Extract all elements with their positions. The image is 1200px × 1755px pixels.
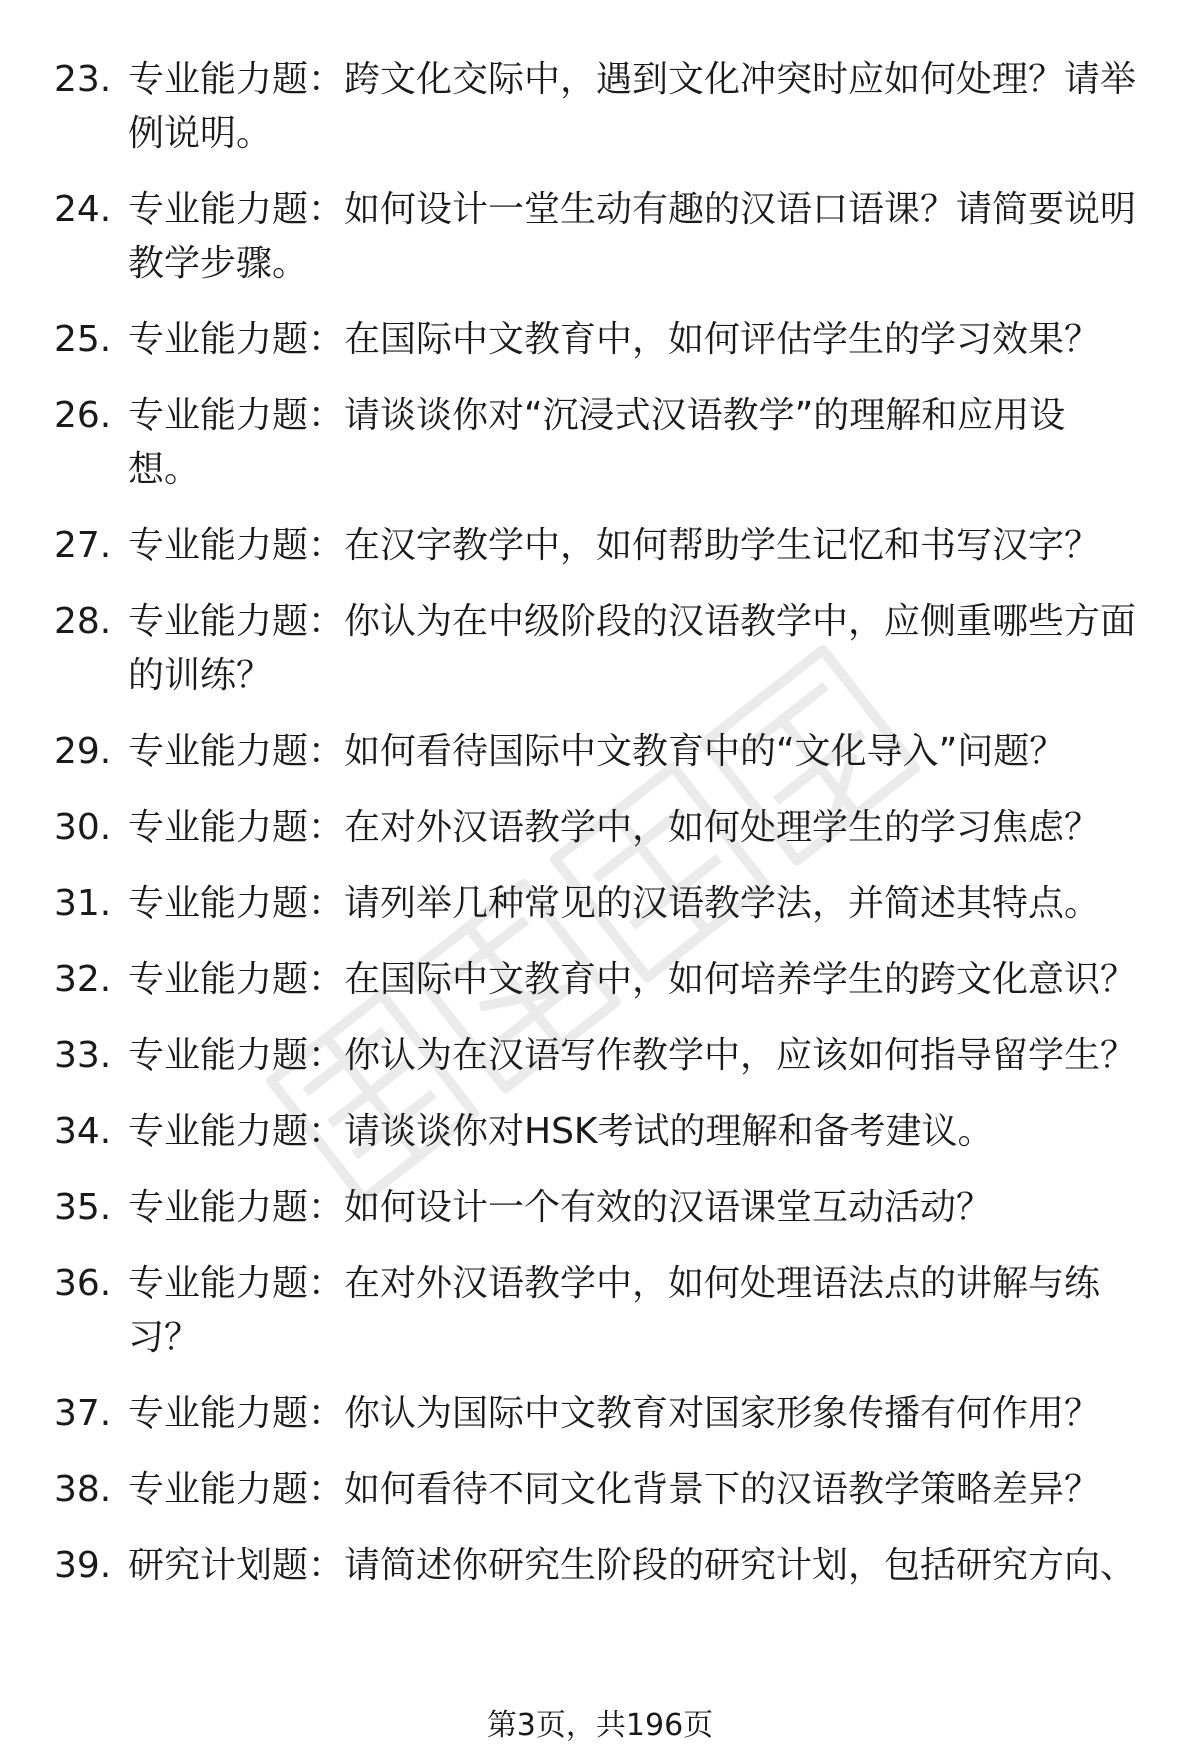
question-text (128, 313, 1148, 367)
question-number: 30. (54, 807, 112, 848)
question-number: 28. (54, 601, 112, 642)
question-text (128, 1029, 1148, 1083)
question-number: 29. (54, 731, 112, 772)
question-number: 39. (54, 1545, 112, 1586)
question-number: 24. (54, 189, 112, 230)
question-number: 35. (54, 1187, 112, 1228)
question-text-line: 专业能力题：你认为在汉语写作教学中，应该如何指导留学生？ (128, 1035, 1137, 1076)
question-number: 33. (54, 1035, 112, 1076)
question-text-line: 专业能力题：你认为在中级阶段的汉语教学中，应侧重哪些方面 (128, 601, 1137, 642)
question-text-line: 专业能力题：你认为国际中文教育对国家形象传播有何作用？ (128, 1393, 1101, 1434)
question-text-line: 专业能力题：请列举几种常见的汉语教学法，并简述其特点。 (128, 883, 1101, 924)
question-text-line: 教学步骤。 (128, 243, 309, 284)
question-text (128, 389, 1148, 497)
question-text-line: 专业能力题：请谈谈你对“沉浸式汉语教学”的理解和应用设 (128, 395, 1066, 436)
question-text (128, 1105, 1148, 1159)
question-text (128, 519, 1148, 573)
question-text (128, 1463, 1148, 1517)
question-text (128, 801, 1148, 855)
question-text (128, 953, 1148, 1007)
question-text-line: 专业能力题：在对外汉语教学中，如何处理语法点的讲解与练 (128, 1263, 1101, 1304)
question-number: 31. (54, 883, 112, 924)
question-text (128, 1387, 1148, 1441)
question-text-line: 专业能力题：请谈谈你对HSK考试的理解和备考建议。 (128, 1111, 994, 1152)
page-footer (0, 1706, 1200, 1746)
question-number: 26. (54, 395, 112, 436)
question-text (128, 1181, 1148, 1235)
question-text-line: 研究计划题：请简述你研究生阶段的研究计划，包括研究方向、 (128, 1545, 1137, 1586)
question-text (128, 1257, 1148, 1365)
question-text-line: 的训练？ (128, 655, 273, 696)
question-text-line: 专业能力题：在国际中文教育中，如何培养学生的跨文化意识？ (128, 959, 1137, 1000)
question-number: 23. (54, 59, 112, 100)
question-text-line: 专业能力题：如何设计一堂生动有趣的汉语口语课？请简要说明 (128, 189, 1137, 230)
question-number: 36. (54, 1263, 112, 1304)
question-text-line: 例说明。 (128, 113, 273, 154)
question-number: 27. (54, 525, 112, 566)
question-text (128, 53, 1148, 161)
question-text-line: 专业能力题：如何看待不同文化背景下的汉语教学策略差异？ (128, 1469, 1101, 1510)
question-text-line: 专业能力题：如何设计一个有效的汉语课堂互动活动？ (128, 1187, 993, 1228)
question-text-line: 习？ (128, 1317, 201, 1358)
page-number: 第3页，共196页 (481, 1706, 719, 1746)
question-text (128, 725, 1148, 779)
question-text-line: 专业能力题：如何看待国际中文教育中的“文化导入”问题？ (128, 731, 1066, 772)
question-number: 25. (54, 319, 112, 360)
question-text-line: 专业能力题：在汉字教学中，如何帮助学生记忆和书写汉字？ (128, 525, 1101, 566)
question-text-line: 专业能力题：在对外汉语教学中，如何处理学生的学习焦虑？ (128, 807, 1101, 848)
question-text-line: 专业能力题：跨文化交际中，遇到文化冲突时应如何处理？请举 (128, 59, 1137, 100)
question-text-line: 想。 (128, 449, 201, 490)
question-text-line: 专业能力题：在国际中文教育中，如何评估学生的学习效果？ (128, 319, 1101, 360)
question-text (128, 595, 1148, 703)
question-text (128, 1539, 1148, 1593)
question-text (128, 183, 1148, 291)
question-number: 32. (54, 959, 112, 1000)
question-number: 37. (54, 1393, 112, 1434)
question-number: 38. (54, 1469, 112, 1510)
question-number: 34. (54, 1111, 112, 1152)
question-text (128, 877, 1148, 931)
